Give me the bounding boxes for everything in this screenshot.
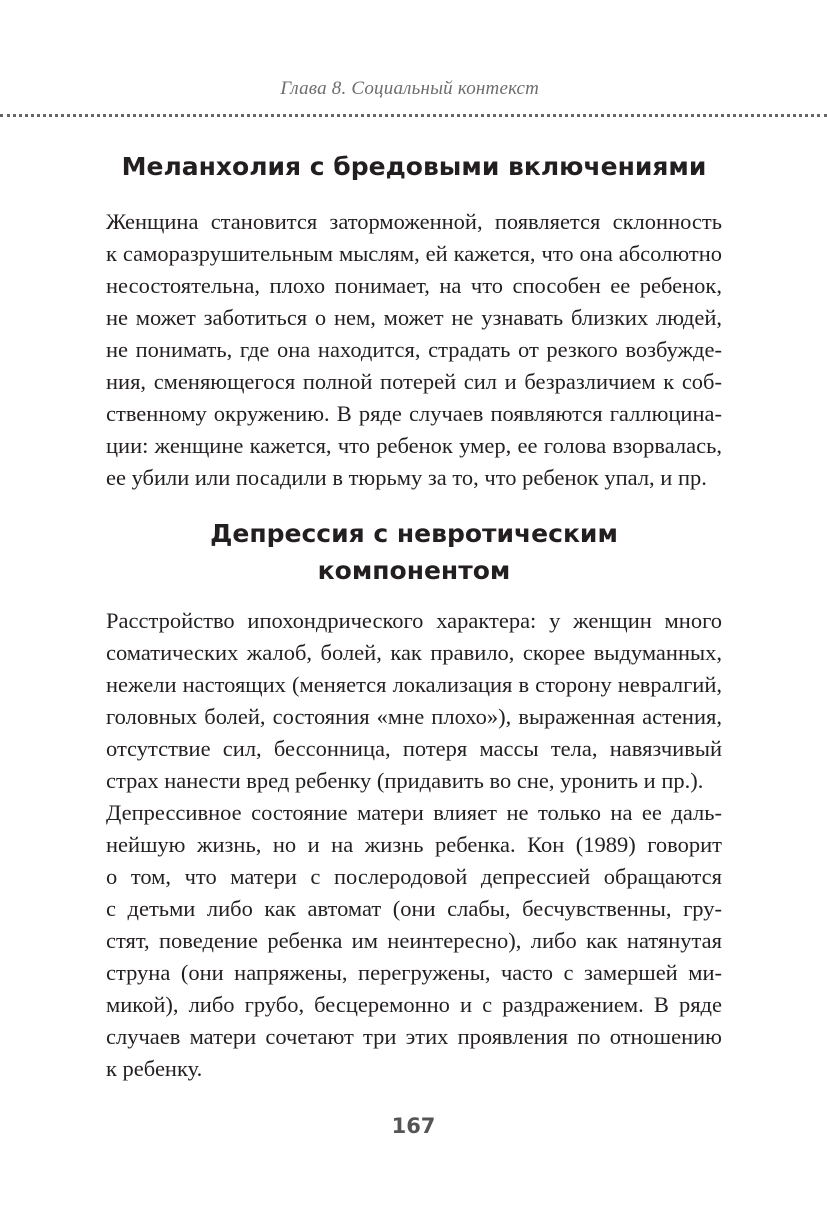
paragraph-line: микой), либо грубо, бесцеремонно и с раздражением. В ряде — [106, 992, 722, 1017]
paragraph-line: к ребенку. — [106, 1056, 203, 1081]
paragraph-line: Депрессивное состояние матери влияет не только на ее даль- — [106, 800, 722, 825]
paragraph-line: головных болей, состояния «мне плохо»), выраженная астения, — [106, 704, 722, 729]
heading-line: Депрессия с невротическим — [210, 519, 618, 548]
section-heading-neurotic-depression — [104, 515, 724, 589]
paragraph-melancholia — [106, 206, 722, 494]
page-number: 167 — [391, 1114, 436, 1138]
paragraph-line: ее убили или посадили в тюрьму за то, что ребенок упал, и пр. — [106, 465, 707, 490]
paragraph-line: нейшую жизнь, но и на жизнь ребенка. Кон (1989) говорит — [106, 832, 722, 857]
paragraph-line: нежели настоящих (меняется локализация в сторону невралгий, — [106, 672, 722, 697]
running-head: Глава 8. Социальный контекст — [280, 78, 539, 99]
paragraph-line: несостоятельна, плохо понимает, на что способен ее ребенок, — [106, 273, 722, 298]
paragraph-line: Женщина становится заторможенной, появляется склонность — [106, 209, 722, 234]
paragraph-line: ния, сменяющегося полной потерей сил и безразличием к соб- — [106, 369, 722, 394]
paragraph-line: к саморазрушительным мыслям, ей кажется, что она абсолютно — [106, 241, 722, 266]
paragraph-line: струна (они напряжены, перегружены, часто с замершей ми- — [106, 960, 722, 985]
paragraph-line: отсутствие сил, бессонница, потеря массы тела, навязчивый — [106, 736, 722, 761]
paragraph-mother-depression — [106, 797, 722, 1085]
header-divider — [0, 114, 827, 117]
paragraph-line: не понимать, где она находится, страдать от резкого возбужде- — [106, 337, 722, 362]
section-heading-melancholia — [104, 148, 724, 185]
paragraph-line: с детьми либо как автомат (они слабы, бесчувственны, гру- — [106, 896, 722, 921]
paragraph-line: ственному окружению. В ряде случаев появляются галлюцина- — [106, 401, 722, 426]
paragraph-hypochondria — [106, 605, 722, 797]
paragraph-line: соматических жалоб, болей, как правило, скорее выдуманных, — [106, 640, 722, 665]
paragraph-line: страх нанести вред ребенку (придавить во сне, уронить и пр.). — [106, 768, 704, 793]
paragraph-line: Расстройство ипохондрического характера: у женщин много — [106, 608, 722, 633]
paragraph-line: случаев матери сочетают три этих проявления по отношению — [106, 1024, 722, 1049]
heading-line: компонентом — [317, 556, 511, 585]
paragraph-line: стят, поведение ребенка им неинтересно), либо как натянутая — [106, 928, 722, 953]
heading-line: Меланхолия с бредовыми включениями — [121, 152, 707, 181]
paragraph-line: не может заботиться о нем, может не узнавать близких людей, — [106, 305, 722, 330]
paragraph-line: о том, что матери с послеродовой депрессией обращаются — [106, 864, 722, 889]
paragraph-line: ции: женщине кажется, что ребенок умер, ее голова взорвалась, — [106, 433, 722, 458]
